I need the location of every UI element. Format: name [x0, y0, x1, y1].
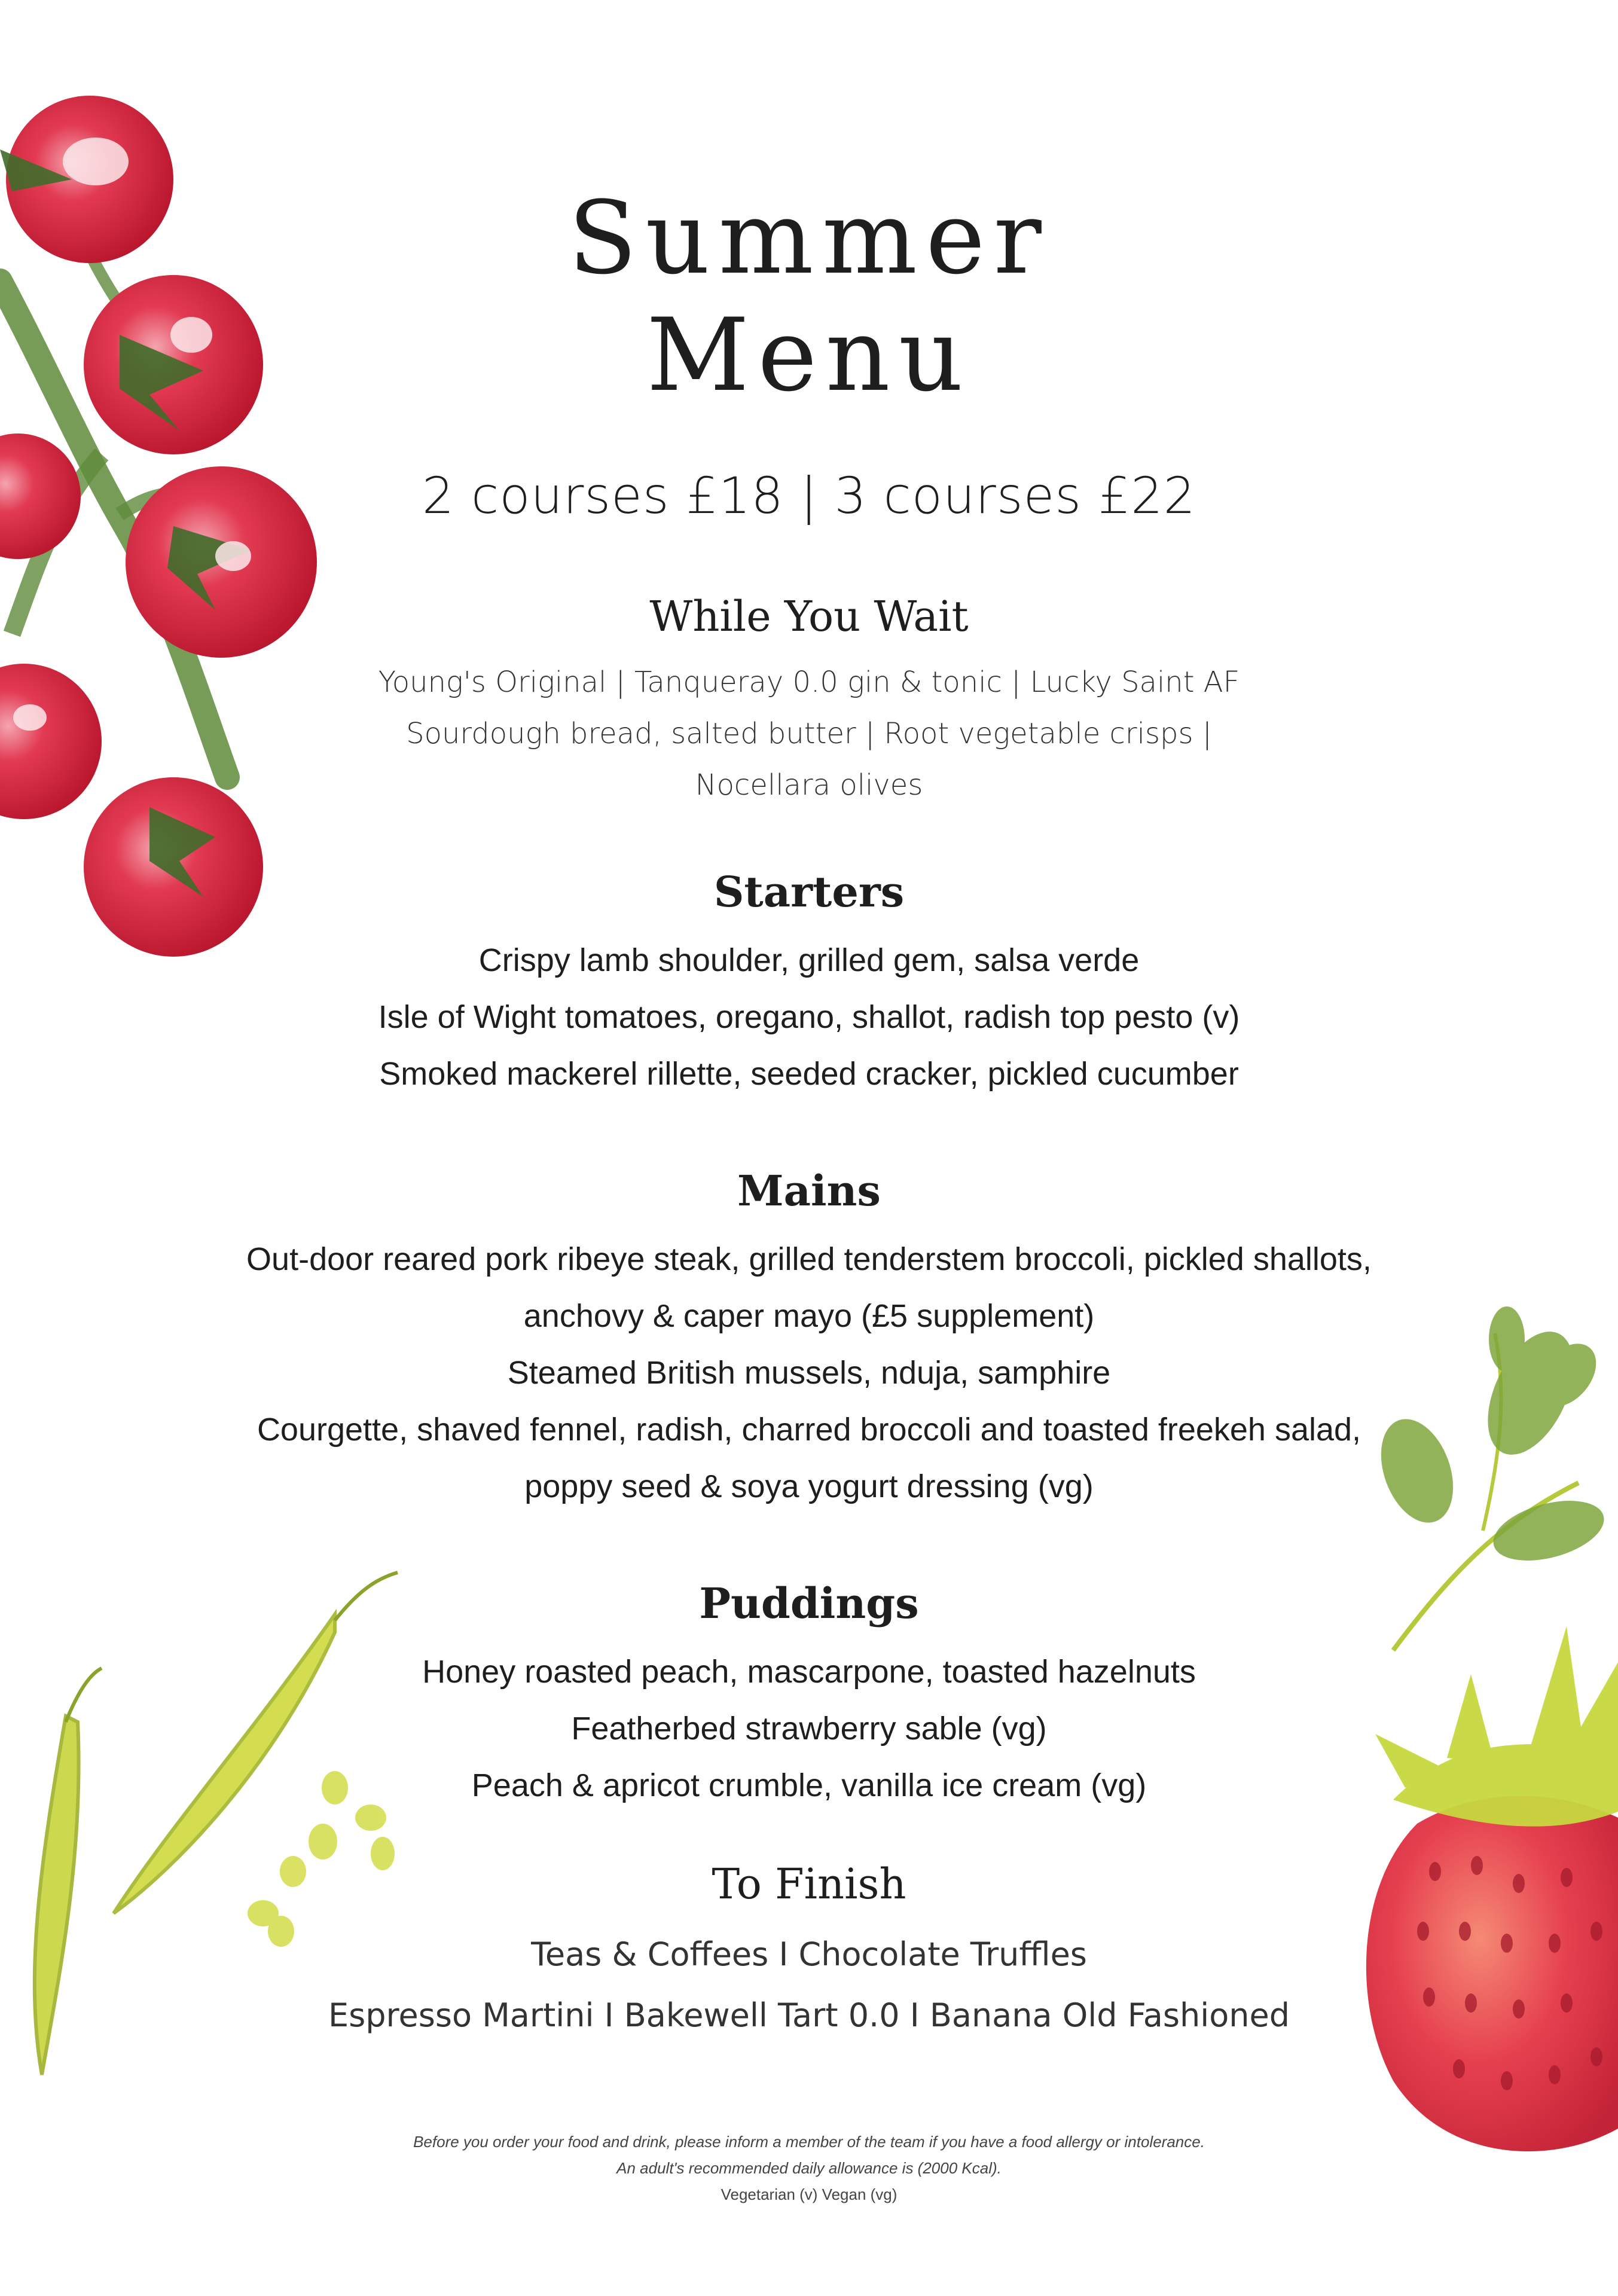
- menu-item: Teas & Coffees I Chocolate Truffles: [531, 1935, 1087, 1973]
- menu-item: Steamed British mussels, nduja, samphire: [507, 1355, 1111, 1391]
- footer-notes: [0, 2129, 1618, 2208]
- menu-item: Peach & apricot crumble, vanilla ice cream (vg): [471, 1767, 1147, 1803]
- menu-item: poppy seed & soya yogurt dressing (vg): [524, 1468, 1094, 1504]
- calorie-notice: An adult's recommended daily allowance is (2000 Kcal).: [616, 2159, 1002, 2177]
- menu-line: Sourdough bread, salted butter | Root vegetable crisps |: [406, 717, 1212, 750]
- menu-item: Crispy lamb shoulder, grilled gem, salsa verde: [478, 942, 1140, 978]
- menu-item: Honey roasted peach, mascarpone, toasted hazelnuts: [422, 1654, 1196, 1690]
- section-heading: To Finish: [712, 1860, 906, 1909]
- menu-line: Young's Original | Tanqueray 0.0 gin & tonic | Lucky Saint AF: [378, 665, 1240, 699]
- menu-item: Smoked mackerel rillette, seeded cracker, pickled cucumber: [379, 1056, 1239, 1092]
- dietary-key: Vegetarian (v) Vegan (vg): [721, 2185, 897, 2203]
- section-starters: [0, 867, 1618, 1103]
- section-mains: [0, 1166, 1618, 1515]
- menu-item: Espresso Martini I Bakewell Tart 0.0 I Banana Old Fashioned: [328, 1996, 1290, 2034]
- section-while-you-wait: [0, 592, 1618, 811]
- menu-item: Courgette, shaved fennel, radish, charred broccoli and toasted freekeh salad,: [257, 1412, 1361, 1448]
- section-to-finish: [0, 1860, 1618, 2046]
- menu-item: Isle of Wight tomatoes, oregano, shallot, radish top pesto (v): [378, 999, 1240, 1035]
- allergy-notice: Before you order your food and drink, please inform a member of the team if you have a food allergy or intolerance.: [413, 2133, 1205, 2151]
- section-heading: While You Wait: [649, 592, 969, 641]
- section-heading: Puddings: [699, 1578, 919, 1628]
- menu-item: Out-door reared pork ribeye steak, grilled tenderstem broccoli, pickled shallots,: [246, 1241, 1372, 1277]
- section-puddings: [0, 1578, 1618, 1814]
- menu-title: [0, 179, 1618, 414]
- section-heading: Starters: [713, 867, 905, 917]
- section-heading: Mains: [737, 1166, 881, 1216]
- pricing: 2 courses £18 | 3 courses £22: [422, 466, 1196, 525]
- title-line-1: Summer: [568, 179, 1050, 297]
- menu-line: Nocellara olives: [695, 768, 923, 802]
- menu-item: Featherbed strawberry sable (vg): [571, 1711, 1047, 1747]
- title-line-2: Menu: [646, 297, 972, 414]
- menu-item: anchovy & caper mayo (£5 supplement): [523, 1298, 1095, 1334]
